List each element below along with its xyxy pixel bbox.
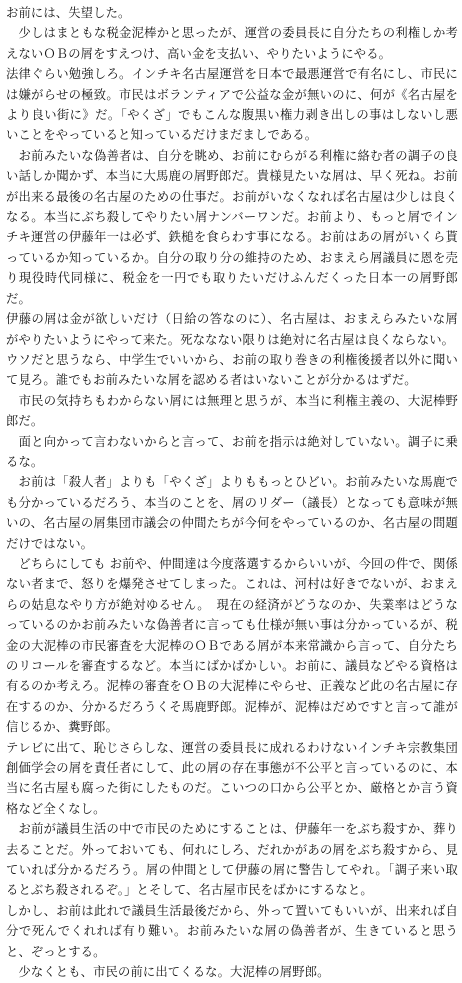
paragraph: お前には、失望した。 [6,6,131,20]
paragraph: どちらにしても お前や、仲間達は今度落選するからいいが、今回の件で、関係ない者まで、怒りを爆発させてしまった。これは、河村は好きでないが、おまえらの姑息なやり方が絶対ゆるせん。 現在の経済がどうなのか、失業率はどうなっているのかお前みたいな偽善者に言っても仕様が無い事は分かっているが、税金の大泥棒の市民審査を大泥棒のＯＢである屑が本来常識から言って、自分たちのリコールを審査するなど。本当にばかばかしい。お前に、議員などやる資格は有るのか考えろ。泥棒の審査をＯＢの大泥棒にやらせ、正義など此の名古屋に存在するのか、分かるだろうくそ馬鹿野郎。泥棒が、泥棒はだめですと言って誰が信じるか、糞野郎。 [6,556,458,735]
paragraph: 市民の気持ちもわからない屑には無理と思うが、本当に利権主義の、大泥棒野郎だ。 [6,393,458,429]
paragraph: 少しはまともな税金泥棒かと思ったが、運営の委員長に自分たちの利権しか考えないＯＢの屑をすえつけ、高い金を支払い、やりたいようにやる。 [6,26,458,61]
letter-body [6,3,458,983]
paragraph: テレビに出て、恥じさらしな、運営の委員長に成れるわけないインチキ宗教集団創価学会の屑を責任者にして、此の屑の存在事態が不公平と言っているのに、本当に名古屋も腐った街にしたものだ。こいつの口から公平とか、厳格とか言う資格など全くなし。 [6,740,458,816]
paragraph: 法律ぐらい勉強しろ。インチキ名古屋運営を日本で最悪運営で有名にし、市民には嫌がらせの極致。市民はボランティアで公益な金が無いのに、何が《名古屋をより良い街に》だ。「やくざ」でもこんな腹黒い権力剥き出しの事はしないし悪いことをやっていると知っているだけまだましである。 [6,67,458,143]
paragraph: ウソだと思うなら、中学生でいいから、お前の取り巻きの利権後援者以外に聞いて見ろ。誰でもお前みたいな屑を認める者はいないことが分かるはずだ。 [6,352,458,388]
paragraph: お前は「殺人者」よりも「やくざ」よりももっとひどい。お前みたいな馬鹿でも分かっているだろう、本当のことを、屑のリダー（議長）となっても意味が無いの、名古屋の屑集団市議会の仲間たちが今何をやっているのか、名古屋の問題だけではない。 [6,475,458,551]
paragraph: お前みたいな偽善者は、自分を眺め、お前にむらがる利権に絡む者の調子の良い話しか聞かず、本当に大馬鹿の屑野郎だ。貴様見たいな屑は、早く死ね。お前が出来る最後の名古屋のための仕事だ。お前がいなくなれば名古屋は少しは良くなる。本当にぶち殺してやりたい屑ナンバーワンだ。お前より、もっと屑でインチキ運営の伊藤年一は必ず、鉄槌を食らわす事になる。お前はあの屑がいくら貰っているか知っているか。自分の取り分の維持のため、おまえら屑議員に恩を売り現役時代同様に、税金を一円でも取りたいだけふんだくった日本一の屑野郎だ。 [6,148,458,306]
paragraph: 少なくとも、市民の前に出てくるな。大泥棒の屑野郎。 [6,965,330,980]
paragraph: しかし、お前は此れで議員生活最後だから、外って置いてもいいが、出来れば自分で死んでくれれば有り難い。お前みたいな屑の偽善者が、生きていると思うと、ぞっとする。 [6,903,458,959]
paragraph: 面と向かって言わないからと言って、お前を指示は絶対していない。調子に乗るな。 [6,434,458,469]
paragraph: お前が議員生活の中で市民のためにすることは、伊藤年一をぶち殺すか、葬り去ることだ。外っておいても、何れにしろ、だれかがあの屑をぶち殺すから、見ていれば分かるだろう。屑の仲間として伊藤の屑に警告してやれ。「調子来い取るとぶち殺されるぞ。」とそして、名古屋市民をばかにするなと。 [6,822,458,898]
paragraph: 伊藤の屑は金が欲しいだけ（日給の答なのに）、名古屋は、おまえらみたいな屑がやりたいようにやって来た。死ななない限りは絶対に名古屋は良くならない。 [6,312,458,347]
